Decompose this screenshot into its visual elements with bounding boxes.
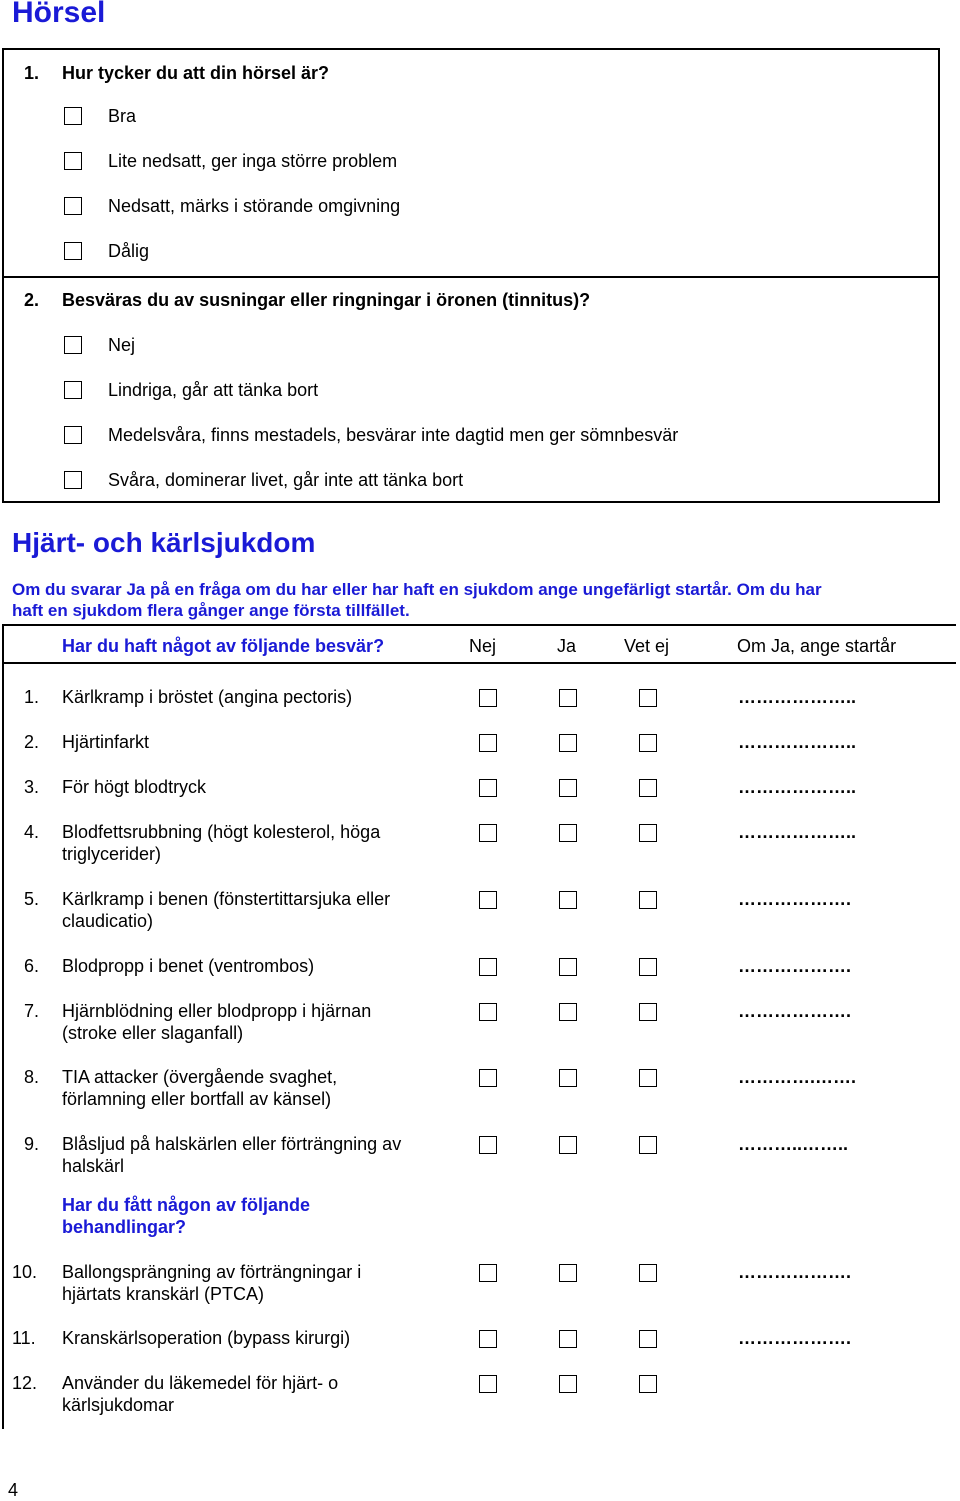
no-checkbox[interactable] bbox=[479, 824, 497, 842]
start-year-field[interactable]: ……………….. bbox=[738, 822, 857, 842]
cardio-instruction-line2: haft en sjukdom flera gånger ange första tillfället. bbox=[12, 601, 410, 620]
row-label-cont: förlamning eller bortfall av känsel) bbox=[62, 1089, 332, 1109]
dontknow-checkbox[interactable] bbox=[639, 891, 657, 909]
dontknow-checkbox[interactable] bbox=[639, 1003, 657, 1021]
dontknow-checkbox[interactable] bbox=[639, 1330, 657, 1348]
start-year-field[interactable]: ……………….. bbox=[738, 687, 857, 707]
no-checkbox[interactable] bbox=[479, 734, 497, 752]
row-number: 6. bbox=[24, 956, 40, 976]
row-number: 12. bbox=[12, 1373, 38, 1393]
row-number: 7. bbox=[24, 1001, 40, 1021]
page-number: 4 bbox=[8, 1480, 19, 1500]
dontknow-checkbox[interactable] bbox=[639, 689, 657, 707]
no-checkbox[interactable] bbox=[479, 1069, 497, 1087]
q2-option-label: Svåra, dominerar livet, går inte att tänka bort bbox=[108, 470, 464, 490]
yes-checkbox[interactable] bbox=[559, 958, 577, 976]
row-label: Kärlkramp i bröstet (angina pectoris) bbox=[62, 687, 353, 707]
dontknow-checkbox[interactable] bbox=[639, 958, 657, 976]
row-label-cont: kärlsjukdomar bbox=[62, 1395, 175, 1415]
q2-option-label: Nej bbox=[108, 335, 136, 355]
no-checkbox[interactable] bbox=[479, 1264, 497, 1282]
row-label: Blodpropp i benet (ventrombos) bbox=[62, 956, 315, 976]
row-number: 11. bbox=[12, 1328, 36, 1348]
yes-checkbox[interactable] bbox=[559, 689, 577, 707]
start-year-field[interactable]: ………………. bbox=[738, 1001, 852, 1021]
dontknow-checkbox[interactable] bbox=[639, 779, 657, 797]
no-checkbox[interactable] bbox=[479, 1330, 497, 1348]
row-number: 2. bbox=[24, 732, 40, 752]
treatment-heading-line2: behandlingar? bbox=[62, 1217, 187, 1237]
q1-option-label: Nedsatt, märks i störande omgivning bbox=[108, 196, 401, 216]
q2-option-label: Lindriga, går att tänka bort bbox=[108, 380, 319, 400]
cardio-title: Hjärt- och kärlsjukdom bbox=[12, 527, 316, 558]
col-header-no: Nej bbox=[469, 636, 497, 656]
row-label: TIA attacker (övergående svaghet, bbox=[62, 1067, 338, 1087]
hearing-title: Hörsel bbox=[12, 0, 106, 29]
dontknow-checkbox[interactable] bbox=[639, 824, 657, 842]
q2-number: 2. bbox=[24, 290, 40, 310]
dontknow-checkbox[interactable] bbox=[639, 1136, 657, 1154]
col-header-year: Om Ja, ange startår bbox=[737, 636, 897, 656]
treatment-heading-line1: Har du fått någon av följande bbox=[62, 1195, 311, 1215]
q1-option-label: Lite nedsatt, ger inga större problem bbox=[108, 151, 398, 171]
cardio-table-question: Har du haft något av följande besvär? bbox=[62, 636, 385, 656]
start-year-field[interactable]: ………….……. bbox=[738, 1067, 857, 1087]
no-checkbox[interactable] bbox=[479, 958, 497, 976]
no-checkbox[interactable] bbox=[479, 779, 497, 797]
yes-checkbox[interactable] bbox=[559, 734, 577, 752]
yes-checkbox[interactable] bbox=[559, 1264, 577, 1282]
col-header-yes: Ja bbox=[557, 636, 577, 656]
row-label: För högt blodtryck bbox=[62, 777, 207, 797]
start-year-field[interactable]: ………………. bbox=[738, 1328, 852, 1348]
start-year-field[interactable]: ………..…….. bbox=[738, 1134, 849, 1154]
yes-checkbox[interactable] bbox=[559, 1375, 577, 1393]
no-checkbox[interactable] bbox=[479, 1136, 497, 1154]
col-header-dontknow: Vet ej bbox=[624, 636, 670, 656]
yes-checkbox[interactable] bbox=[559, 779, 577, 797]
row-label: Ballongsprängning av förträngningar i bbox=[62, 1262, 362, 1282]
q1-number: 1. bbox=[24, 63, 40, 83]
no-checkbox[interactable] bbox=[479, 689, 497, 707]
row-number: 4. bbox=[24, 822, 40, 842]
q2-option-checkbox[interactable] bbox=[64, 336, 82, 354]
no-checkbox[interactable] bbox=[479, 1003, 497, 1021]
dontknow-checkbox[interactable] bbox=[639, 1264, 657, 1282]
row-number: 10. bbox=[12, 1262, 38, 1282]
row-number: 5. bbox=[24, 889, 40, 909]
q1-option-checkbox[interactable] bbox=[64, 197, 82, 215]
row-label: Blodfettsrubbning (högt kolesterol, höga bbox=[62, 822, 381, 842]
q2-option-label: Medelsvåra, finns mestadels, besvärar inte dagtid men ger sömnbesvär bbox=[108, 425, 679, 445]
row-number: 8. bbox=[24, 1067, 40, 1087]
dontknow-checkbox[interactable] bbox=[639, 1375, 657, 1393]
row-label-cont: hjärtats kranskärl (PTCA) bbox=[62, 1284, 265, 1304]
q1-option-checkbox[interactable] bbox=[64, 242, 82, 260]
row-number: 1. bbox=[24, 687, 40, 707]
q1-option-checkbox[interactable] bbox=[64, 107, 82, 125]
row-number: 3. bbox=[24, 777, 40, 797]
start-year-field[interactable]: ……………….. bbox=[738, 777, 857, 797]
dontknow-checkbox[interactable] bbox=[639, 734, 657, 752]
yes-checkbox[interactable] bbox=[559, 1330, 577, 1348]
row-label: Blåsljud på halskärlen eller förträngning av bbox=[62, 1134, 402, 1154]
q1-option-label: Dålig bbox=[108, 241, 150, 261]
yes-checkbox[interactable] bbox=[559, 891, 577, 909]
cardio-instruction-line1: Om du svarar Ja på en fråga om du har eller har haft en sjukdom ange ungefärligt startår. Om du har bbox=[12, 580, 822, 599]
q2-option-checkbox[interactable] bbox=[64, 426, 82, 444]
start-year-field[interactable]: ………………. bbox=[738, 889, 852, 909]
q2-text: Besväras du av susningar eller ringningar i öronen (tinnitus)? bbox=[62, 290, 591, 310]
row-label: Kärlkramp i benen (fönstertittarsjuka eller bbox=[62, 889, 391, 909]
yes-checkbox[interactable] bbox=[559, 824, 577, 842]
start-year-field[interactable]: ………………. bbox=[738, 1262, 852, 1282]
row-label-cont: (stroke eller slaganfall) bbox=[62, 1023, 244, 1043]
row-label: Hjärtinfarkt bbox=[62, 732, 150, 752]
no-checkbox[interactable] bbox=[479, 891, 497, 909]
no-checkbox[interactable] bbox=[479, 1375, 497, 1393]
q1-text: Hur tycker du att din hörsel är? bbox=[62, 63, 330, 83]
row-label-cont: triglycerider) bbox=[62, 844, 162, 864]
row-label-cont: halskärl bbox=[62, 1156, 125, 1176]
row-label: Använder du läkemedel för hjärt- o bbox=[62, 1373, 339, 1393]
yes-checkbox[interactable] bbox=[559, 1136, 577, 1154]
yes-checkbox[interactable] bbox=[559, 1003, 577, 1021]
row-label: Kranskärlsoperation (bypass kirurgi) bbox=[62, 1328, 351, 1348]
dontknow-checkbox[interactable] bbox=[639, 1069, 657, 1087]
row-label: Hjärnblödning eller blodpropp i hjärnan bbox=[62, 1001, 372, 1021]
q1-option-checkbox[interactable] bbox=[64, 152, 82, 170]
start-year-field[interactable]: ………………. bbox=[738, 956, 852, 976]
q2-option-checkbox[interactable] bbox=[64, 471, 82, 489]
q1-option-label: Bra bbox=[108, 106, 137, 126]
yes-checkbox[interactable] bbox=[559, 1069, 577, 1087]
start-year-field[interactable]: ……………….. bbox=[738, 732, 857, 752]
row-label-cont: claudicatio) bbox=[62, 911, 154, 931]
q2-option-checkbox[interactable] bbox=[64, 381, 82, 399]
row-number: 9. bbox=[24, 1134, 40, 1154]
